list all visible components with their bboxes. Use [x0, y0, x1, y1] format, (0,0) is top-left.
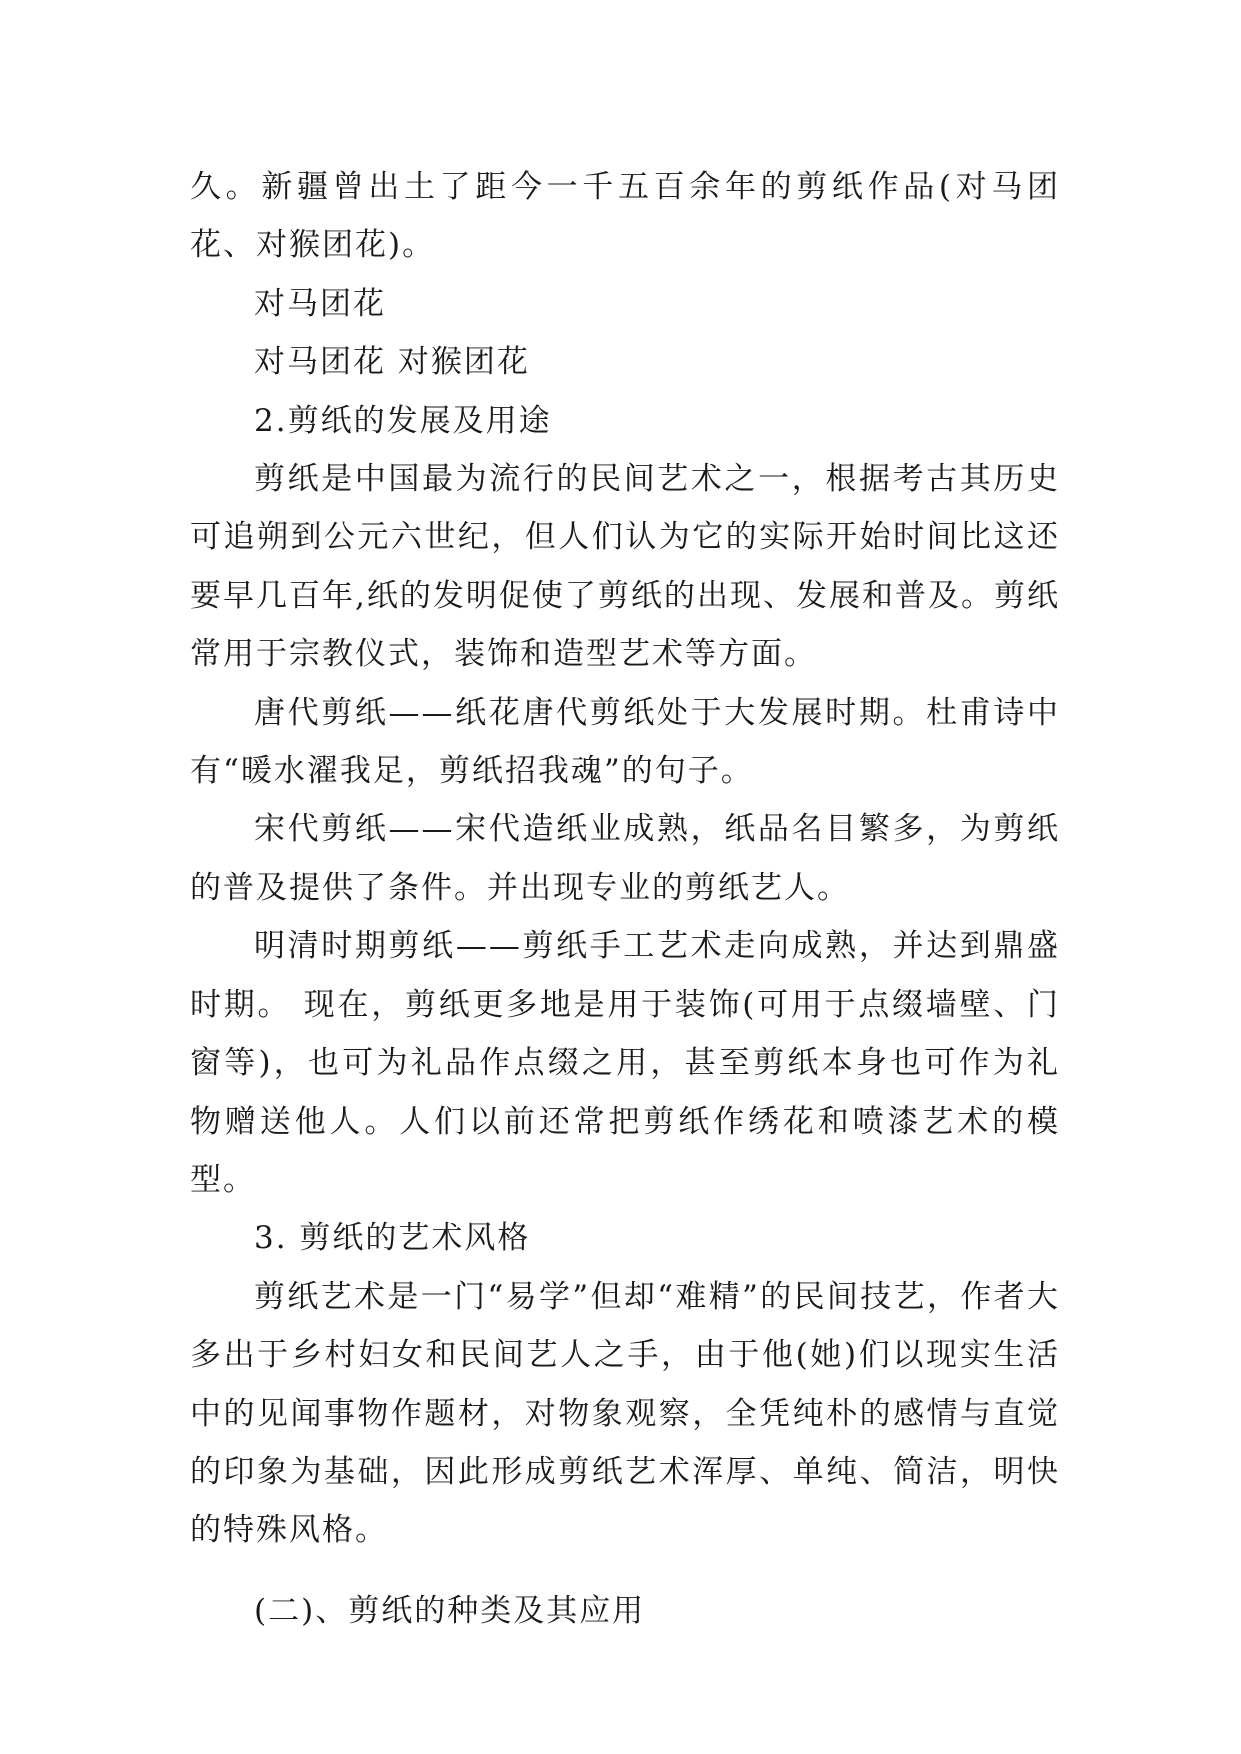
section-heading-style: 3. 剪纸的艺术风格	[254, 1220, 531, 1257]
paragraph-art-style: 剪纸艺术是一门“易学”但却“难精”的民间技艺，作者大多出于乡村妇女和民间艺人之手，由于他(她)们以现实生活中的见闻事物作题材，对物象观察，全凭纯朴的感情与直觉的印象为基础，因此形成剪纸艺术浑厚、单纯、简洁，明快的特殊风格。	[190, 1278, 1060, 1549]
caption-horse-monkey-paper-cut: 对马团花 对猴团花	[254, 344, 530, 381]
caption-horse-paper-cut: 对马团花	[254, 285, 386, 322]
document-body	[190, 158, 1060, 1640]
paragraph-song-dynasty: 宋代剪纸——宋代造纸业成熟，纸品名目繁多，为剪纸的普及提供了条件。并出现专业的剪纸艺人。	[190, 811, 1060, 906]
section-heading-development: 2.剪纸的发展及用途	[254, 402, 552, 439]
paragraph-ming-qing: 明清时期剪纸——剪纸手工艺术走向成熟，并达到鼎盛时期。 现在，剪纸更多地是用于装饰(可用于点缀墙壁、门窗等)，也可为礼品作点缀之用，甚至剪纸本身也可作为礼物赠送他人。人们以前还常把剪纸作绣花和喷漆艺术的模型。	[190, 928, 1060, 1198]
section-heading-types: (二)、剪纸的种类及其应用	[254, 1592, 646, 1629]
paragraph-tang-dynasty: 唐代剪纸——纸花唐代剪纸处于大发展时期。杜甫诗中有“暖水濯我足，剪纸招我魂”的句子。	[190, 694, 1060, 790]
paragraph-history: 剪纸是中国最为流行的民间艺术之一，根据考古其历史可追朔到公元六世纪，但人们认为它的实际开始时间比这还要早几百年,纸的发明促使了剪纸的出现、发展和普及。剪纸常用于宗教仪式，装饰和造型艺术等方面。	[190, 461, 1060, 673]
paragraph-continuation: 久。新疆曾出土了距今一千五百余年的剪纸作品(对马团花、对猴团花)。	[190, 169, 1060, 264]
